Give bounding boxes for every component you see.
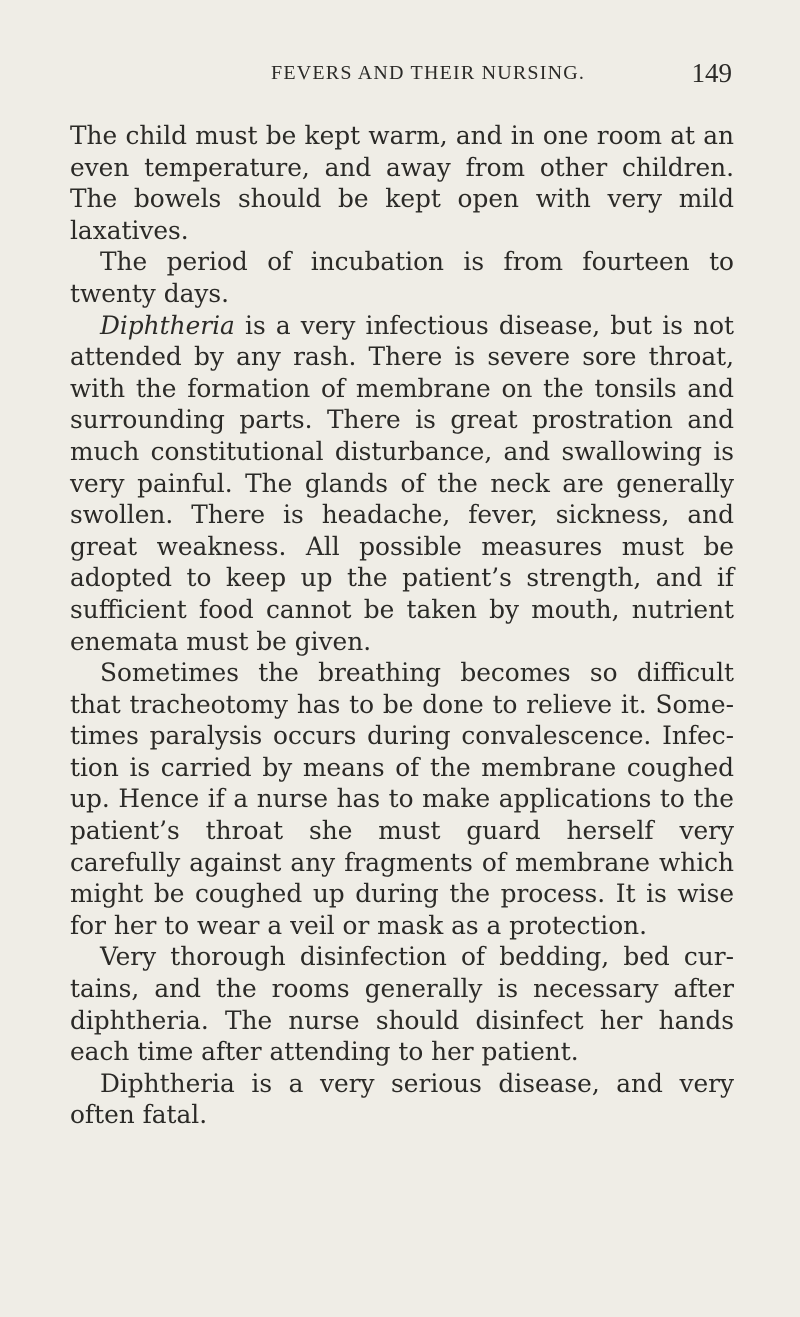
page-header bbox=[70, 58, 734, 98]
body-text bbox=[70, 120, 734, 1131]
diphtheria-description-text: is a very infectious disease, but is not attended by any rash. There is severe sore throat, with the formation of membrane on the tonsils and surrounding parts. There is great prostration and much constitutional disturbance, and swallowing is very painful. The glands of the neck are generally swollen. There is headache, fever, sickness, and great weakness. All possible measures must be adopted to keep up the patient’s strength, and if sufficient food cannot be taken by mouth, nutrient enemata must be given. bbox=[70, 310, 734, 656]
paragraph-child-care: The child must be kept warm, and in one room at an even temperature, and away from other children. The bowels should be kept open with very mild laxatives. bbox=[70, 121, 734, 245]
paragraph-disinfection: Very thorough disinfection of bedding, bed curtains, and the rooms generally is necessary after diphtheria. The nurse should disinfect her hands each time after attending to her patient. bbox=[70, 942, 734, 1067]
running-head: FEVERS AND THEIR NURSING. bbox=[271, 62, 586, 84]
paragraph-diphtheria-description bbox=[70, 310, 734, 658]
paragraph-prognosis: Diphtheria is a very serious disease, and very often fatal. bbox=[70, 1068, 734, 1130]
page-number: 149 bbox=[691, 58, 732, 88]
diphtheria-term: Diphtheria bbox=[100, 310, 235, 340]
paragraph-complications: Sometimes the breathing becomes so difficult that tracheotomy has to be done to relieve it. Sometimes paralysis occurs during convalescence. Infection is carried by means of the membrane coughed up. Hence if a nurse has to make applications to the patient’s throat she must guard herself very carefully against any fragments of membrane which might be coughed up during the process. It is wise for her to wear a veil or mask as a protection. bbox=[70, 658, 734, 940]
paragraph-incubation: The period of incubation is from fourteen to twenty days. bbox=[70, 247, 734, 308]
